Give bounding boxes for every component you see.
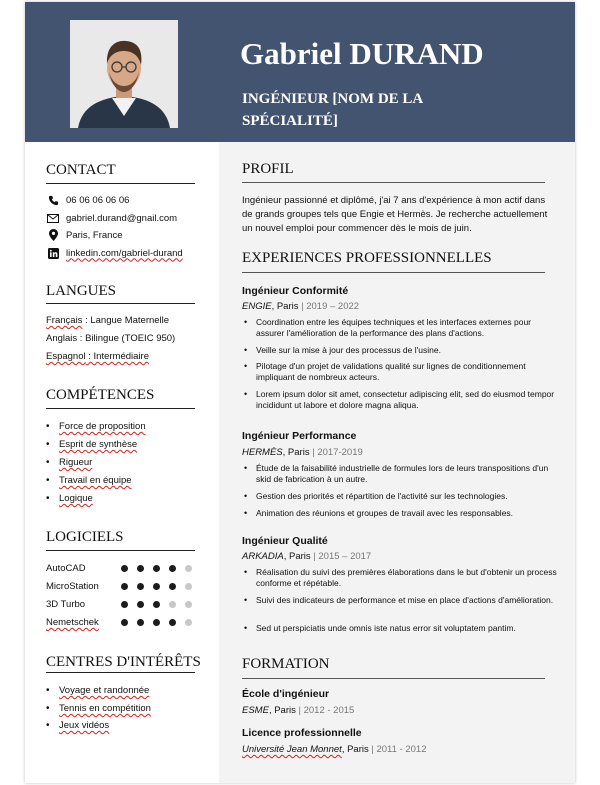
linkedin-icon xyxy=(46,247,60,259)
logiciel-row xyxy=(46,598,196,612)
level-dot xyxy=(121,583,128,590)
level-dot xyxy=(137,565,144,572)
competence-item: • Logique xyxy=(46,493,93,504)
job-bullet: • Gestion des priorités et répartition de l'activité sur les technologies. xyxy=(242,491,557,502)
job-bullet: • Pilotage d'un projet de validations qualité sur lignes de conditionnement impliquant de nombreux acteurs. xyxy=(242,361,557,383)
job-title: Ingénieur Performance xyxy=(242,430,357,442)
experiences-title: EXPERIENCES PROFESSIONNELLES xyxy=(242,250,492,266)
level-dot xyxy=(137,601,144,608)
mail-icon xyxy=(46,212,60,224)
contact-email-value: gabriel.durand@gnail.com xyxy=(66,212,178,224)
level-dot xyxy=(121,601,128,608)
job-company: ARKADIA xyxy=(242,551,284,562)
level-dot xyxy=(185,583,192,590)
contact-linkedin[interactable] xyxy=(46,245,183,261)
job-company: HERMÈS xyxy=(242,447,283,458)
level-dot xyxy=(153,619,160,626)
job-bullet: • Réalisation du suivi des premières élaborations dans le but d'obtenir un process conforme et répétable. xyxy=(242,567,557,589)
level-dot xyxy=(137,583,144,590)
formation-divider xyxy=(242,678,545,679)
candidate-name: Gabriel DURAND xyxy=(240,36,484,71)
langue-item: Anglais : Bilingue (TOEIC 950) xyxy=(46,333,176,344)
level-dot xyxy=(185,601,192,608)
job-dates: | 2019 – 2022 xyxy=(301,301,360,312)
left-column xyxy=(25,142,219,783)
centres-divider xyxy=(46,672,195,673)
centre-item: • Voyage et randonnée xyxy=(46,685,149,696)
job-title: Ingénieur Conformité xyxy=(242,285,349,297)
phone-icon xyxy=(46,194,60,206)
contact-phone-value: 06 06 06 06 06 xyxy=(66,194,130,206)
avatar xyxy=(70,20,178,128)
job-bullet: • Animation des réunions et groupes de travail avec les responsables. xyxy=(242,508,557,519)
logiciel-row xyxy=(46,580,196,594)
competences-divider xyxy=(46,408,195,409)
level-dot xyxy=(185,565,192,572)
langue-item: Français : Langue Maternelle xyxy=(46,315,170,326)
header-banner xyxy=(25,2,575,142)
job-bullet: • Étude de la faisabilité industrielle de formules lors de leurs transpositions d'un skid de fabrication à un autre. xyxy=(242,463,557,485)
logiciel-row xyxy=(46,562,196,576)
competence-item: • Travail en équipe xyxy=(46,475,132,486)
job-bullet: • Suivi des indicateurs de performance et mise en place d'actions d'amélioration. xyxy=(242,595,557,606)
job-dates: | 2017-2019 xyxy=(312,447,363,458)
contact-email xyxy=(46,210,177,226)
profil-text: Ingénieur passionné et diplômé, j'ai 7 ans d'expérience à mon actif dans de grands groupes tels que Engie et Hermès. Je recherche actuellement un nouvel emploi pour commencer dès le mois de juin. xyxy=(242,195,548,234)
contact-linkedin-value[interactable]: linkedin.com/gabriel-durand xyxy=(66,247,183,259)
competence-item: • Rigueur xyxy=(46,457,92,468)
profil-title: PROFIL xyxy=(242,161,294,177)
competence-item: • Esprit de synthèse xyxy=(46,439,137,450)
formation-degree: Licence professionnelle xyxy=(242,727,362,739)
job-city: , Paris xyxy=(271,301,302,312)
profil-divider xyxy=(242,182,545,183)
portrait-photo xyxy=(70,20,178,128)
competence-item: • Force de proposition xyxy=(46,421,146,432)
centre-item: • Jeux vidéos xyxy=(46,720,109,731)
logiciel-row xyxy=(46,616,196,630)
formation-degree: École d'ingénieur xyxy=(242,688,330,700)
level-dot xyxy=(169,619,176,626)
level-dot xyxy=(169,601,176,608)
competences-title: COMPÉTENCES xyxy=(46,387,155,403)
job-meta xyxy=(242,551,371,562)
right-column xyxy=(219,142,575,783)
langue-item: Espagnol : Intermédiaire xyxy=(46,351,149,362)
level-dot xyxy=(121,619,128,626)
contact-phone xyxy=(46,192,129,208)
level-dot xyxy=(169,565,176,572)
formation-meta: Université Jean Monnet, Paris | 2011 - 2012 xyxy=(242,744,427,755)
job-city: , Paris xyxy=(282,447,313,458)
centres-title: CENTRES D'INTÉRÊTS xyxy=(46,654,201,670)
job-meta xyxy=(242,447,363,458)
formation-meta: ESME, Paris | 2012 - 2015 xyxy=(242,705,355,716)
location-icon xyxy=(46,229,60,241)
langues-divider xyxy=(46,303,195,304)
level-dot xyxy=(153,601,160,608)
contact-divider xyxy=(46,183,195,184)
job-meta xyxy=(242,301,359,312)
job-dates: | 2015 – 2017 xyxy=(313,551,372,562)
logiciel-level-dots xyxy=(121,583,192,590)
logiciels-divider xyxy=(46,550,195,551)
formation-title: FORMATION xyxy=(242,656,330,672)
logiciel-level-dots xyxy=(121,565,192,572)
logiciel-name: Nemetschek xyxy=(46,617,99,628)
job-bullet: • Veille sur la mise à jour des processus de l'usine. xyxy=(242,345,557,356)
job-title: Ingénieur Qualité xyxy=(242,535,328,547)
level-dot xyxy=(169,583,176,590)
logiciel-name: MicroStation xyxy=(46,581,99,592)
candidate-job-title: INGÉNIEUR [NOM DE LA SPÉCIALITÉ] xyxy=(242,91,423,129)
contact-city xyxy=(46,227,123,243)
logiciel-name: AutoCAD xyxy=(46,563,86,574)
logiciel-level-dots xyxy=(121,619,192,626)
contact-title: CONTACT xyxy=(46,162,116,178)
resume-page xyxy=(25,2,575,783)
job-bullet: • Lorem ipsum dolor sit amet, consectetur adipiscing elit, sed do eiusmod tempor incididunt ut labore et dolore magna aliqua. xyxy=(242,389,557,411)
job-company: ENGIE xyxy=(242,301,272,312)
logiciel-name: 3D Turbo xyxy=(46,599,86,610)
level-dot xyxy=(137,619,144,626)
level-dot xyxy=(121,565,128,572)
centre-item: • Tennis en compétition xyxy=(46,703,151,714)
logiciels-title: LOGICIELS xyxy=(46,529,124,545)
job-bullet: • Sed ut perspiciatis unde omnis iste natus error sit voluptatem pantim. xyxy=(242,623,557,634)
job-city: , Paris xyxy=(283,551,314,562)
level-dot xyxy=(153,565,160,572)
langues-title: LANGUES xyxy=(46,283,116,299)
experiences-divider xyxy=(242,272,545,273)
contact-city-value: Paris, France xyxy=(66,229,123,241)
job-bullet: • Coordination entre les équipes techniques et les interfaces externes pour assurer l'amélioration de la performance des plans d'actions. xyxy=(242,317,557,339)
logiciel-level-dots xyxy=(121,601,192,608)
level-dot xyxy=(153,583,160,590)
level-dot xyxy=(185,619,192,626)
